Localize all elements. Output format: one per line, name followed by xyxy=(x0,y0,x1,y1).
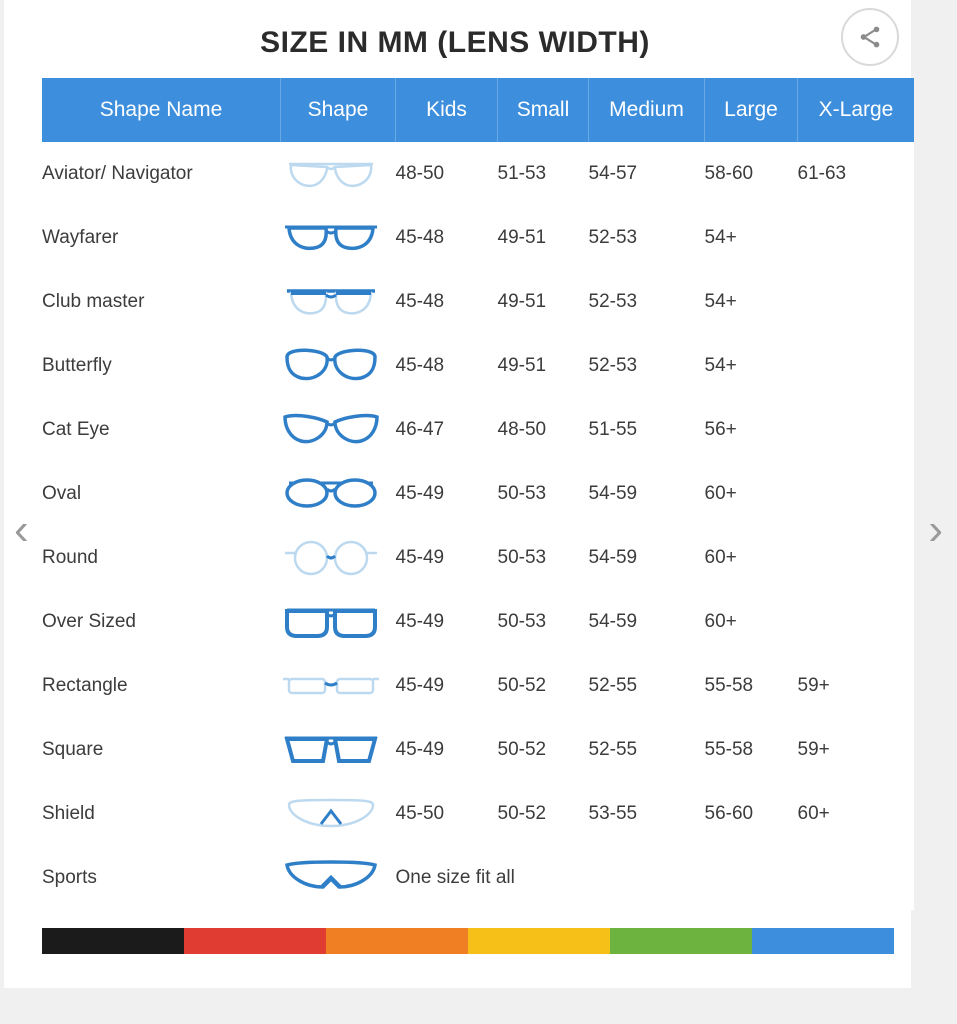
cell-medium: 53-55 xyxy=(589,782,705,846)
share-icon xyxy=(857,24,883,50)
cell-one-size-note: One size fit all xyxy=(396,846,915,910)
cell-medium: 54-59 xyxy=(589,462,705,526)
table-header-row xyxy=(42,78,914,142)
cell-xlarge xyxy=(798,206,915,270)
cell-medium: 52-53 xyxy=(589,270,705,334)
cell-xlarge xyxy=(798,398,915,462)
color-swatch-orange xyxy=(326,928,468,954)
table-row xyxy=(42,206,914,270)
table-row xyxy=(42,846,914,910)
cell-medium: 51-55 xyxy=(589,398,705,462)
column-header-kids: Kids xyxy=(396,78,498,142)
oversized-glasses-icon xyxy=(281,590,396,654)
cell-kids: 48-50 xyxy=(396,142,498,206)
round-glasses-icon xyxy=(281,526,396,590)
cell-small: 48-50 xyxy=(498,398,589,462)
cell-shape-name: Over Sized xyxy=(42,590,281,654)
cell-large: 56+ xyxy=(705,398,798,462)
cell-small: 49-51 xyxy=(498,334,589,398)
cell-small: 50-52 xyxy=(498,782,589,846)
cell-xlarge: 60+ xyxy=(798,782,915,846)
color-bar xyxy=(42,928,894,954)
cell-medium: 54-59 xyxy=(589,526,705,590)
square-glasses-icon xyxy=(281,718,396,782)
bottom-edge-strip xyxy=(0,988,957,1024)
column-header-medium: Medium xyxy=(589,78,705,142)
table-header xyxy=(42,78,914,142)
cell-xlarge: 61-63 xyxy=(798,142,915,206)
table-body xyxy=(42,142,914,910)
table-row xyxy=(42,142,914,206)
size-table-wrapper xyxy=(42,78,894,910)
oval-glasses-icon xyxy=(281,462,396,526)
cell-xlarge: 59+ xyxy=(798,718,915,782)
share-button[interactable] xyxy=(841,8,899,66)
color-swatch-red xyxy=(184,928,326,954)
table-row xyxy=(42,654,914,718)
cell-small: 51-53 xyxy=(498,142,589,206)
cell-large: 54+ xyxy=(705,270,798,334)
cell-large: 54+ xyxy=(705,206,798,270)
cell-kids: 45-50 xyxy=(396,782,498,846)
cell-large: 55-58 xyxy=(705,654,798,718)
cell-large: 60+ xyxy=(705,526,798,590)
cell-xlarge xyxy=(798,590,915,654)
column-header-large: Large xyxy=(705,78,798,142)
sports-glasses-icon xyxy=(281,846,396,910)
color-swatch-black xyxy=(42,928,184,954)
cell-medium: 54-59 xyxy=(589,590,705,654)
cell-small: 49-51 xyxy=(498,206,589,270)
cell-shape-name: Square xyxy=(42,718,281,782)
cell-shape-name: Shield xyxy=(42,782,281,846)
cateye-glasses-icon xyxy=(281,398,396,462)
clubmaster-glasses-icon xyxy=(281,270,396,334)
cell-kids: 46-47 xyxy=(396,398,498,462)
cell-shape-name: Butterfly xyxy=(42,334,281,398)
cell-shape-name: Oval xyxy=(42,462,281,526)
cell-shape-name: Cat Eye xyxy=(42,398,281,462)
cell-shape-name: Round xyxy=(42,526,281,590)
cell-shape-name: Club master xyxy=(42,270,281,334)
cell-large: 60+ xyxy=(705,590,798,654)
aviator-glasses-icon xyxy=(281,142,396,206)
cell-kids: 45-49 xyxy=(396,654,498,718)
cell-shape-name: Sports xyxy=(42,846,281,910)
cell-small: 49-51 xyxy=(498,270,589,334)
cell-kids: 45-49 xyxy=(396,590,498,654)
cell-medium: 52-55 xyxy=(589,654,705,718)
cell-large: 55-58 xyxy=(705,718,798,782)
cell-kids: 45-49 xyxy=(396,526,498,590)
cell-shape-name: Aviator/ Navigator xyxy=(42,142,281,206)
cell-xlarge: 59+ xyxy=(798,654,915,718)
cell-xlarge xyxy=(798,270,915,334)
cell-xlarge xyxy=(798,526,915,590)
cell-small: 50-53 xyxy=(498,462,589,526)
shield-glasses-icon xyxy=(281,782,396,846)
cell-medium: 54-57 xyxy=(589,142,705,206)
prev-arrow-button[interactable]: ‹ xyxy=(14,505,29,554)
cell-shape-name: Rectangle xyxy=(42,654,281,718)
cell-shape-name: Wayfarer xyxy=(42,206,281,270)
column-header-xlarge: X-Large xyxy=(798,78,915,142)
table-row xyxy=(42,526,914,590)
cell-small: 50-52 xyxy=(498,718,589,782)
cell-medium: 52-53 xyxy=(589,334,705,398)
color-swatch-blue xyxy=(752,928,894,954)
cell-kids: 45-48 xyxy=(396,270,498,334)
next-arrow-button[interactable]: › xyxy=(928,505,943,554)
cell-large: 60+ xyxy=(705,462,798,526)
color-swatch-green xyxy=(610,928,752,954)
column-header-small: Small xyxy=(498,78,589,142)
column-header-shape: Shape xyxy=(281,78,396,142)
table-row xyxy=(42,462,914,526)
cell-medium: 52-55 xyxy=(589,718,705,782)
butterfly-glasses-icon xyxy=(281,334,396,398)
table-row xyxy=(42,590,914,654)
table-row xyxy=(42,270,914,334)
table-row xyxy=(42,782,914,846)
cell-kids: 45-49 xyxy=(396,462,498,526)
page-title: SIZE IN MM (LENS WIDTH) xyxy=(260,26,650,59)
table-row xyxy=(42,718,914,782)
cell-xlarge xyxy=(798,462,915,526)
size-table xyxy=(42,78,914,910)
cell-large: 54+ xyxy=(705,334,798,398)
rectangle-glasses-icon xyxy=(281,654,396,718)
cell-kids: 45-49 xyxy=(396,718,498,782)
cell-large: 58-60 xyxy=(705,142,798,206)
cell-small: 50-52 xyxy=(498,654,589,718)
cell-kids: 45-48 xyxy=(396,334,498,398)
cell-large: 56-60 xyxy=(705,782,798,846)
cell-kids: 45-48 xyxy=(396,206,498,270)
color-swatch-yellow xyxy=(468,928,610,954)
cell-medium: 52-53 xyxy=(589,206,705,270)
table-row xyxy=(42,334,914,398)
table-row xyxy=(42,398,914,462)
column-header-shape-name: Shape Name xyxy=(42,78,281,142)
cell-small: 50-53 xyxy=(498,590,589,654)
cell-small: 50-53 xyxy=(498,526,589,590)
cell-xlarge xyxy=(798,334,915,398)
wayfarer-glasses-icon xyxy=(281,206,396,270)
